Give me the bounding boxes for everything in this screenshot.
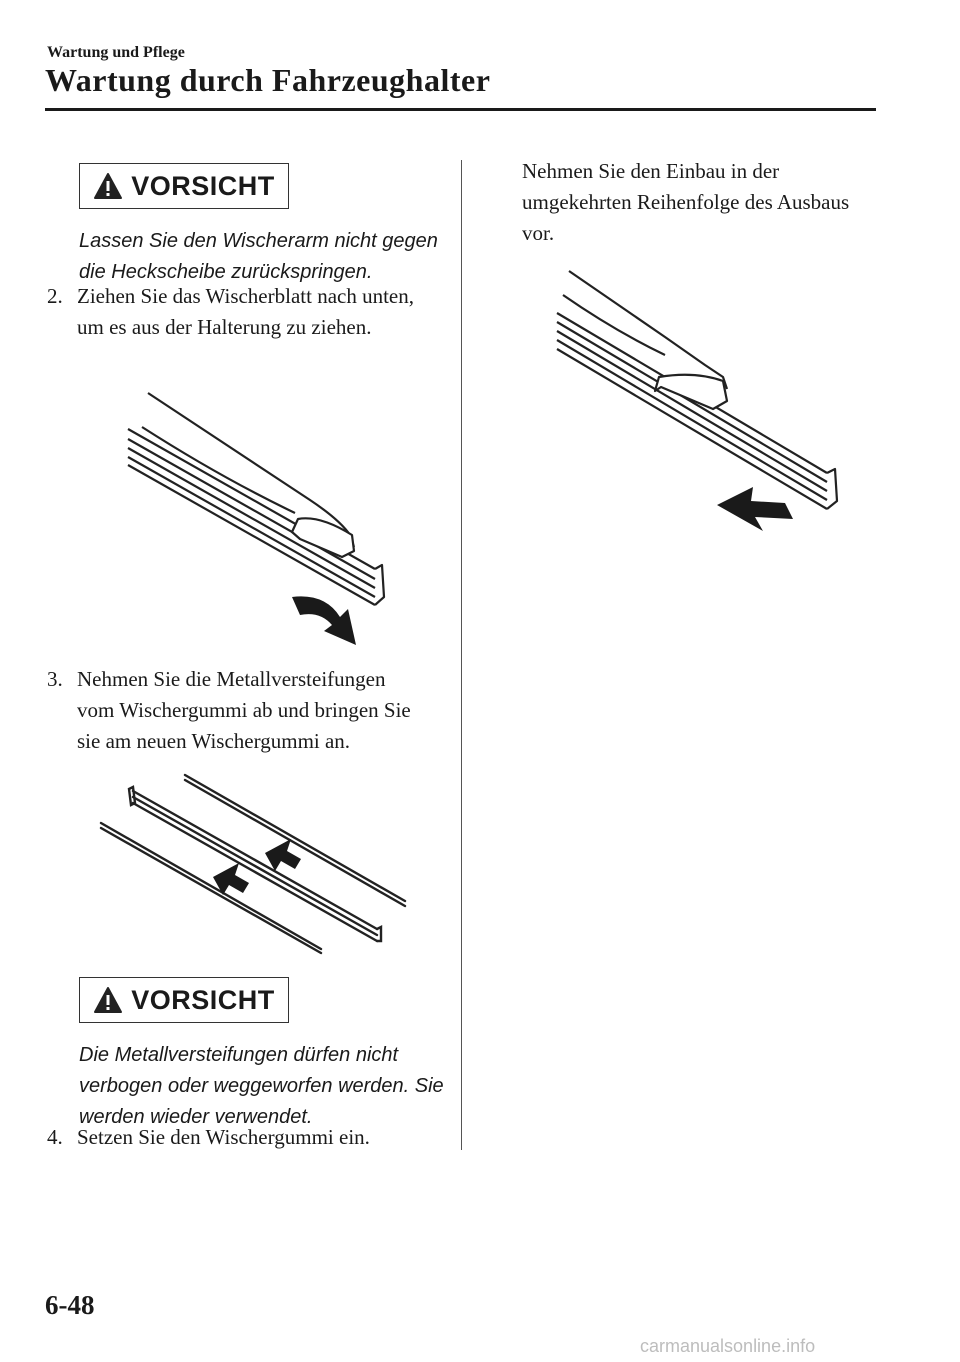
page-number: 6-48 (45, 1290, 95, 1320)
warning-triangle-icon (93, 172, 123, 200)
installation-text: Nehmen Sie den Einbau in der umgekehrten Reihenfolge des Ausbaus vor. (522, 159, 850, 245)
column-divider (461, 160, 462, 1150)
metal-stiffener-figure (95, 765, 415, 955)
wiper-install-illustration (555, 265, 855, 540)
title-rule (45, 108, 876, 111)
wiper-install-figure (555, 265, 855, 540)
caution-box (79, 163, 289, 209)
step-text: Setzen Sie den Wischergummi ein. (77, 1125, 370, 1149)
step-item (47, 664, 427, 759)
step-text: Nehmen Sie die Metallversteifungen vom Wischergummi ab und bringen Sie sie am neuen Wischergummi an. (77, 667, 411, 753)
caution-label: VORSICHT (131, 170, 275, 201)
caution-text: Lassen Sie den Wischerarm nicht gegen die Heckscheibe zurückspringen. (79, 230, 438, 283)
section-label: Wartung und Pflege (47, 44, 185, 61)
step-item (47, 1122, 427, 1155)
wiper-removal-figure (120, 385, 400, 655)
step-item (47, 281, 427, 376)
step-number: 4. (47, 1125, 63, 1149)
caution-box (79, 977, 289, 1023)
step-number: 3. (47, 667, 63, 691)
page-title: Wartung durch Fahrzeughalter (45, 62, 491, 98)
step-text: Ziehen Sie das Wischerblatt nach unten, um es aus der Halterung zu ziehen. (77, 284, 414, 339)
watermark: carmanualsonline.info (640, 1336, 816, 1356)
caution-text: Die Metallversteifungen dürfen nicht verbogen oder weggeworfen werden. Sie werden wieder verwendet. (79, 1044, 444, 1128)
step-number: 2. (47, 284, 63, 308)
stiffener-illustration (95, 765, 415, 955)
wiper-blade-illustration (120, 385, 400, 655)
caution-label: VORSICHT (131, 984, 275, 1015)
warning-triangle-icon (93, 986, 123, 1014)
